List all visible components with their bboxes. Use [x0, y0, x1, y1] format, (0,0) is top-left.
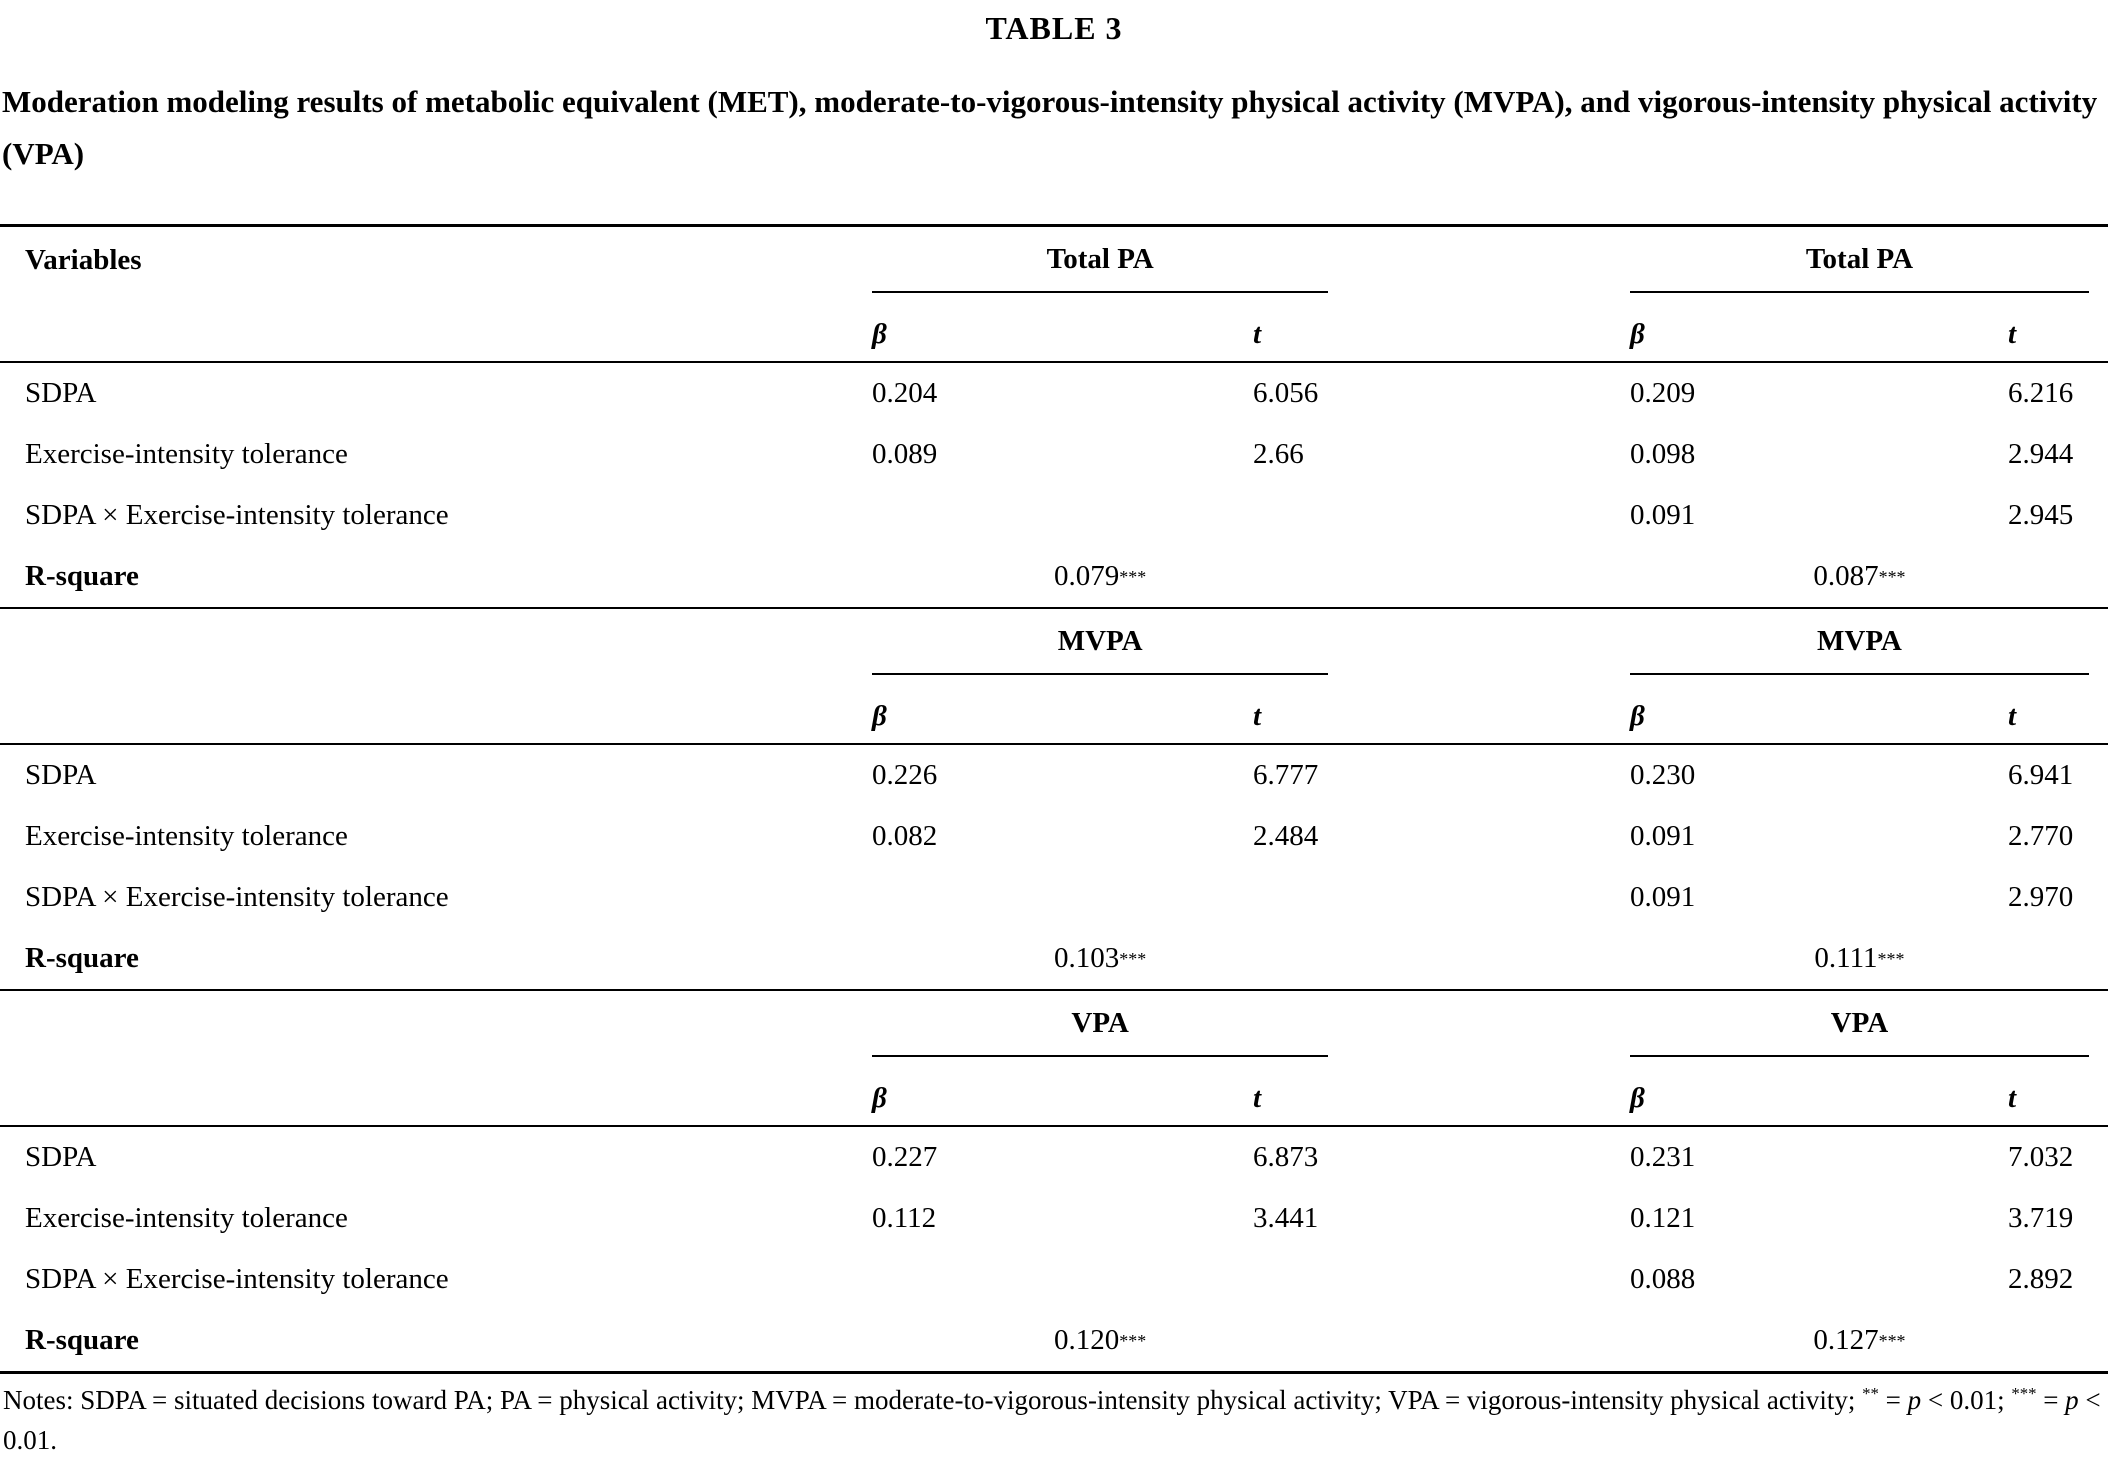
cell-value: 0.231: [1630, 1141, 1696, 1173]
table-caption: Moderation modeling results of metabolic equivalent (MET), moderate-to-vigorous-intensity physical activity (MVPA), and vigorous-intensity physical activity (VPA): [2, 84, 2098, 171]
beta-column-header: β: [1630, 1082, 1645, 1114]
r-square-row: [0, 546, 2108, 607]
r-square-value: 0.103 ***: [1054, 942, 1147, 974]
t-column-header: t: [1253, 700, 1262, 732]
cell-value: 0.089: [872, 438, 938, 470]
row-label: Exercise-intensity tolerance: [25, 1202, 348, 1234]
cell-value: 0.226: [872, 759, 938, 791]
table-row: [0, 745, 2108, 806]
cell-value: [872, 897, 1253, 898]
table-title: TABLE 3: [985, 10, 1123, 46]
table-row: [0, 867, 2108, 928]
notes-text: =: [1878, 1385, 1908, 1415]
row-label: SDPA × Exercise-intensity tolerance: [25, 499, 449, 531]
model-1-group-cell: [872, 227, 1630, 293]
r-square-value: 0.111 ***: [1814, 942, 1905, 974]
cell-value: 2.66: [1253, 438, 1304, 470]
r-square-value: 0.120 ***: [1054, 1324, 1147, 1356]
model-1-header: VPA: [872, 991, 1328, 1057]
beta-column-header: β: [872, 318, 887, 350]
r-square-label: R-square: [25, 560, 139, 592]
significance-stars: **: [1862, 1384, 1879, 1403]
model-2-header: MVPA: [1630, 609, 2089, 675]
notes-text: < 0.01.: [3, 1385, 2101, 1455]
notes-text: =: [2036, 1385, 2066, 1415]
table-row: [0, 363, 2108, 424]
cell-value: 0.091: [1630, 499, 1696, 531]
empty-cell: [0, 1114, 872, 1125]
notes-text: Notes: SDPA = situated decisions toward PA; PA = physical activity; MVPA = moderate-to-vigorous-intensity physical activity; VPA = vigorous-intensity physical activity;: [3, 1385, 1863, 1415]
r-square-label: R-square: [25, 1324, 139, 1356]
cell-value: 2.892: [2008, 1263, 2074, 1295]
cell-value: 2.770: [2008, 820, 2074, 852]
group-header-row: [0, 609, 2108, 675]
table-notes: [0, 1380, 2108, 1460]
r-square-cell-model-2: [1630, 928, 2108, 989]
beta-column-header: β: [872, 700, 887, 732]
row-label: SDPA × Exercise-intensity tolerance: [25, 1263, 449, 1295]
r-square-cell-model-2: [1630, 1310, 2108, 1371]
cell-value: [1253, 515, 1630, 516]
cell-value: 0.091: [1630, 820, 1696, 852]
r-square-number: 0.120: [1054, 1324, 1120, 1356]
model-2-header: Total PA: [1630, 227, 2089, 293]
r-square-number: 0.087: [1813, 560, 1879, 592]
model-1-header: Total PA: [872, 227, 1328, 293]
row-label: SDPA: [25, 759, 97, 791]
table-row: [0, 806, 2108, 867]
cell-value: 0.112: [872, 1202, 937, 1234]
cell-value: 6.873: [1253, 1141, 1319, 1173]
empty-cell: [0, 732, 872, 743]
table-row: [0, 1188, 2108, 1249]
r-square-number: 0.127: [1813, 1324, 1879, 1356]
stat-header-row: [0, 1057, 2108, 1127]
section-vpa: [0, 991, 2108, 1371]
cell-value: 2.484: [1253, 820, 1319, 852]
cell-value: 6.941: [2008, 759, 2074, 791]
table-row: [0, 424, 2108, 485]
empty-cell: [0, 642, 872, 643]
variables-column-header: Variables: [25, 243, 142, 276]
table-row: [0, 485, 2108, 546]
cell-value: 0.082: [872, 820, 938, 852]
empty-cell: [0, 1024, 872, 1025]
model-1-header: MVPA: [872, 609, 1328, 675]
table-row: [0, 1127, 2108, 1188]
cell-value: [872, 515, 1253, 516]
cell-value: 3.441: [1253, 1202, 1319, 1234]
stat-header-row: [0, 293, 2108, 363]
beta-column-header: β: [872, 1082, 887, 1114]
cell-value: 0.091: [1630, 881, 1696, 913]
r-square-number: 0.111: [1814, 942, 1878, 974]
beta-column-header: β: [1630, 318, 1645, 350]
model-2-group-cell: [1630, 609, 2108, 675]
cell-value: 2.945: [2008, 499, 2074, 531]
cell-value: 2.944: [2008, 438, 2074, 470]
empty-cell: [0, 350, 872, 361]
stat-header-row: [0, 675, 2108, 745]
t-column-header: t: [2008, 318, 2017, 350]
cell-value: 3.719: [2008, 1202, 2074, 1234]
r-square-cell-model-1: [872, 1310, 1630, 1371]
r-square-value: 0.079 ***: [1054, 560, 1147, 592]
t-column-header: t: [1253, 1082, 1262, 1114]
cell-value: [1253, 897, 1630, 898]
results-table: [0, 224, 2108, 1374]
cell-value: [872, 1279, 1253, 1280]
model-2-group-cell: [1630, 227, 2108, 293]
row-label: Exercise-intensity tolerance: [25, 820, 348, 852]
cell-value: 0.121: [1630, 1202, 1696, 1234]
cell-value: 0.209: [1630, 377, 1696, 409]
model-2-header: VPA: [1630, 991, 2089, 1057]
r-square-cell-model-2: [1630, 546, 2108, 607]
r-square-cell-model-1: [872, 546, 1630, 607]
p-symbol: p: [2065, 1385, 2079, 1415]
section-total-pa: [0, 227, 2108, 609]
p-symbol: p: [1907, 1385, 1922, 1415]
beta-column-header: β: [1630, 700, 1645, 732]
cell-value: 0.230: [1630, 759, 1696, 791]
row-label: SDPA: [25, 1141, 97, 1173]
significance-stars: ***: [2011, 1384, 2037, 1403]
t-column-header: t: [2008, 1082, 2017, 1114]
r-square-value: 0.087 ***: [1813, 560, 1906, 592]
cell-value: 6.056: [1253, 377, 1319, 409]
r-square-value: 0.127 ***: [1813, 1324, 1906, 1356]
row-label: Exercise-intensity tolerance: [25, 438, 348, 470]
group-header-row: [0, 227, 2108, 293]
cell-value: 0.227: [872, 1141, 938, 1173]
r-square-row: [0, 1310, 2108, 1371]
row-label: SDPA: [25, 377, 97, 409]
t-column-header: t: [1253, 318, 1262, 350]
r-square-number: 0.103: [1054, 942, 1120, 974]
cell-value: 6.777: [1253, 759, 1319, 791]
table-row: [0, 1249, 2108, 1310]
section-mvpa: [0, 609, 2108, 991]
row-label: SDPA × Exercise-intensity tolerance: [25, 881, 449, 913]
model-1-group-cell: [872, 609, 1630, 675]
r-square-cell-model-1: [872, 928, 1630, 989]
group-header-row: [0, 991, 2108, 1057]
model-2-group-cell: [1630, 991, 2108, 1057]
cell-value: 0.088: [1630, 1263, 1696, 1295]
t-column-header: t: [2008, 700, 2017, 732]
cell-value: 0.098: [1630, 438, 1696, 470]
model-1-group-cell: [872, 991, 1630, 1057]
notes-text: < 0.01;: [1921, 1385, 2012, 1415]
cell-value: 2.970: [2008, 881, 2074, 913]
r-square-number: 0.079: [1054, 560, 1120, 592]
r-square-row: [0, 928, 2108, 989]
cell-value: 6.216: [2008, 377, 2074, 409]
cell-value: 0.204: [872, 377, 938, 409]
r-square-label: R-square: [25, 942, 139, 974]
cell-value: 7.032: [2008, 1141, 2074, 1173]
cell-value: [1253, 1279, 1630, 1280]
